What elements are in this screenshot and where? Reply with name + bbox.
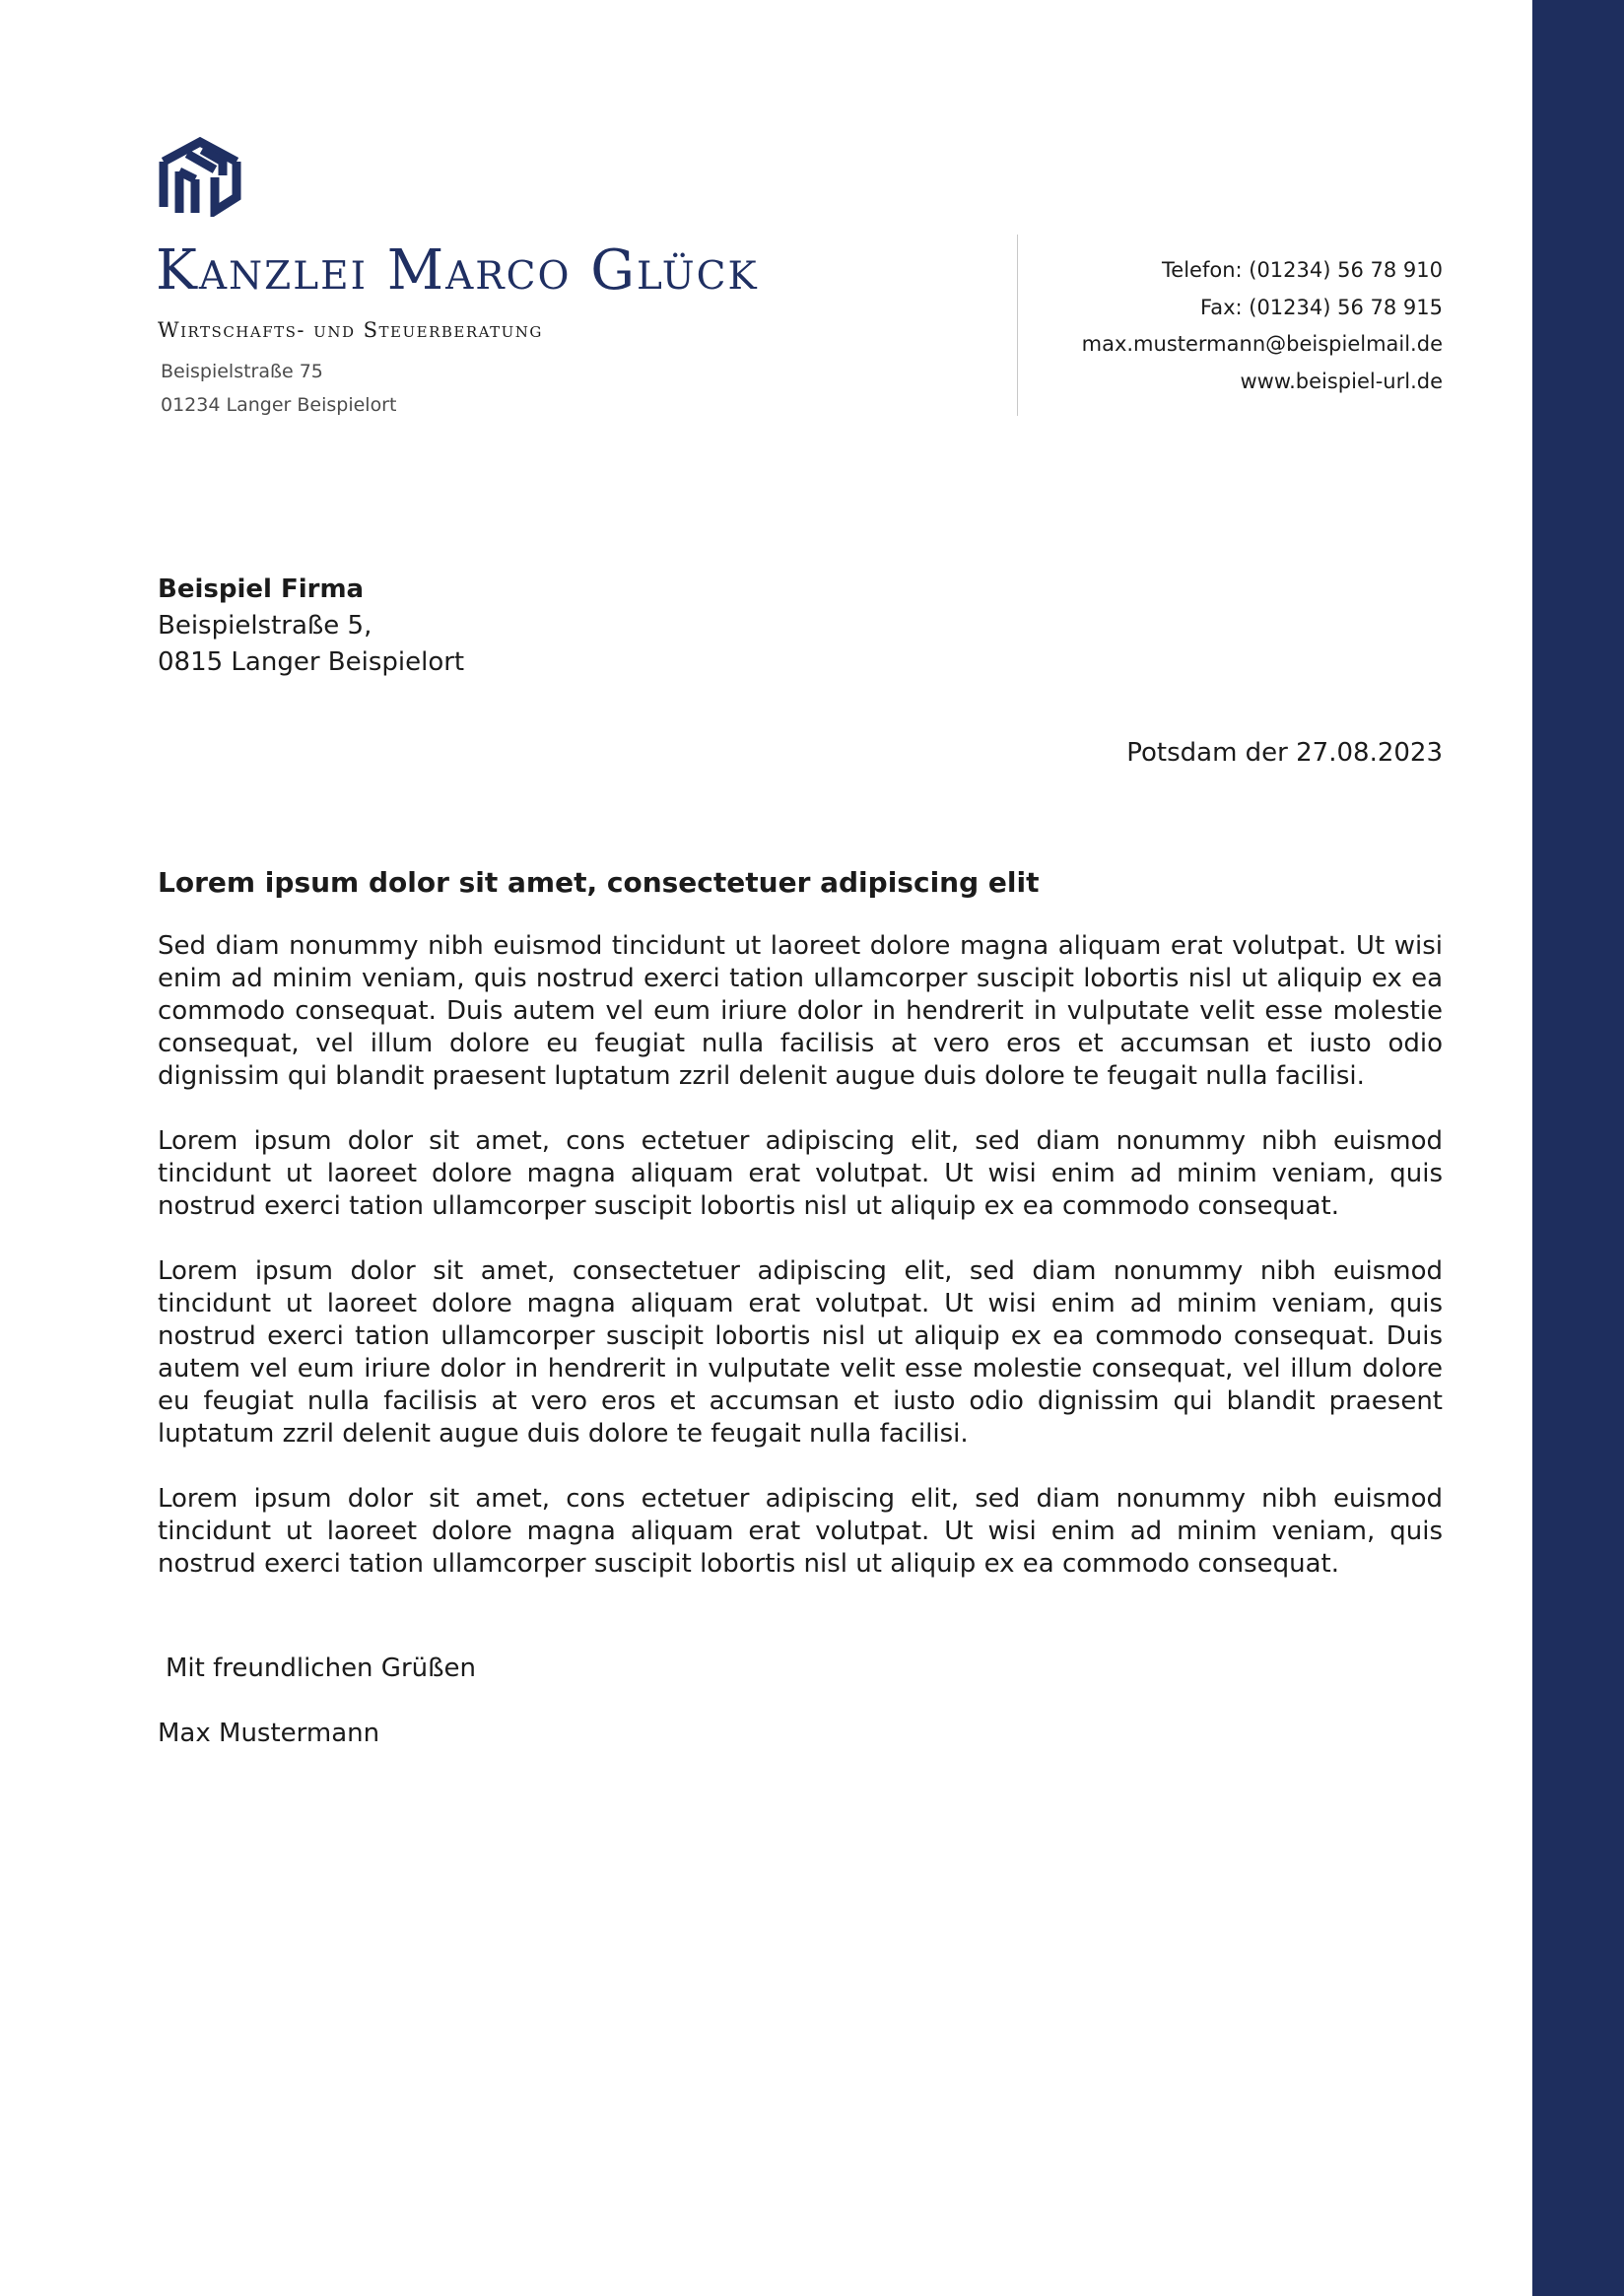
closing-salutation: Mit freundlichen Grüßen: [166, 1654, 476, 1683]
body-paragraph: Lorem ipsum dolor sit amet, cons ectetuer adipiscing elit, sed diam nonummy nibh euismod tincidunt ut laoreet dolore magna aliquam erat volutpat. Ut wisi enim ad minim veniam, quis nostrud exerci tation ullamcorper suscipit lobortis nisl ut aliquip ex ea commodo consequat.: [158, 1484, 1443, 1579]
recipient-street: Beispielstraße 5,: [158, 611, 372, 641]
date-line: Potsdam der 27.08.2023: [1126, 738, 1443, 768]
firm-tagline: Wirtschafts- und Steuerberatung: [158, 318, 543, 342]
contact-block: [1082, 252, 1443, 400]
header-divider: [1017, 235, 1018, 416]
body-paragraph: Lorem ipsum dolor sit amet, cons ectetuer adipiscing elit, sed diam nonummy nibh euismod tincidunt ut laoreet dolore magna aliquam erat volutpat. Ut wisi enim ad minim veniam, quis nostrud exerci tation ullamcorper suscipit lobortis nisl ut aliquip ex ea commodo consequat.: [158, 1126, 1443, 1221]
contact-website[interactable]: www.beispiel-url.de: [1240, 369, 1443, 393]
contact-email[interactable]: max.mustermann@beispielmail.de: [1081, 332, 1443, 356]
firm-address-street: Beispielstraße 75: [161, 361, 323, 382]
letter-subject: Lorem ipsum dolor sit amet, consectetuer adipiscing elit: [158, 866, 1040, 899]
body-paragraph: Sed diam nonummy nibh euismod tincidunt ut laoreet dolore magna aliquam erat volutpat. Ut wisi enim ad minim veniam, quis nostrud exerci tation ullamcorper suscipit lobortis nisl ut aliquip ex ea commodo consequat. Duis autem vel eum iriure dolor in hendrerit in vulputate velit esse molestie consequat, vel illum dolore eu feugiat nulla facilisis at vero eros et accumsan et iusto odio dignissim qui blandit praesent luptatum zzril delenit augue duis dolore te feugait nulla facilisi.: [158, 931, 1443, 1091]
contact-phone: Telefon: (01234) 56 78 910: [1162, 258, 1443, 282]
letter-body: [158, 930, 1443, 1613]
cube-logo-icon: [158, 132, 242, 217]
firm-address-city: 01234 Langer Beispielort: [161, 394, 397, 416]
firm-name: Kanzlei Marco Glück: [156, 238, 759, 303]
firm-address: [161, 355, 396, 422]
signature-name: Max Mustermann: [158, 1719, 380, 1748]
recipient-city: 0815 Langer Beispielort: [158, 647, 465, 677]
body-paragraph: Lorem ipsum dolor sit amet, consectetuer adipiscing elit, sed diam nonummy nibh euismod tincidunt ut laoreet dolore magna aliquam erat volutpat. Ut wisi enim ad minim veniam, quis nostrud exerci tation ullamcorper suscipit lobortis nisl ut aliquip ex ea commodo consequat. Duis autem vel eum iriure dolor in hendrerit in vulputate velit esse molestie consequat, vel illum dolore eu feugiat nulla facilisis at vero eros et accumsan et iusto odio dignissim qui blandit praesent luptatum zzril delenit augue duis dolore te feugait nulla facilisi.: [158, 1256, 1443, 1449]
contact-fax: Fax: (01234) 56 78 915: [1200, 295, 1443, 319]
recipient-address: [158, 572, 464, 681]
recipient-name: Beispiel Firma: [158, 574, 365, 604]
decorative-side-band: [1532, 0, 1624, 2296]
